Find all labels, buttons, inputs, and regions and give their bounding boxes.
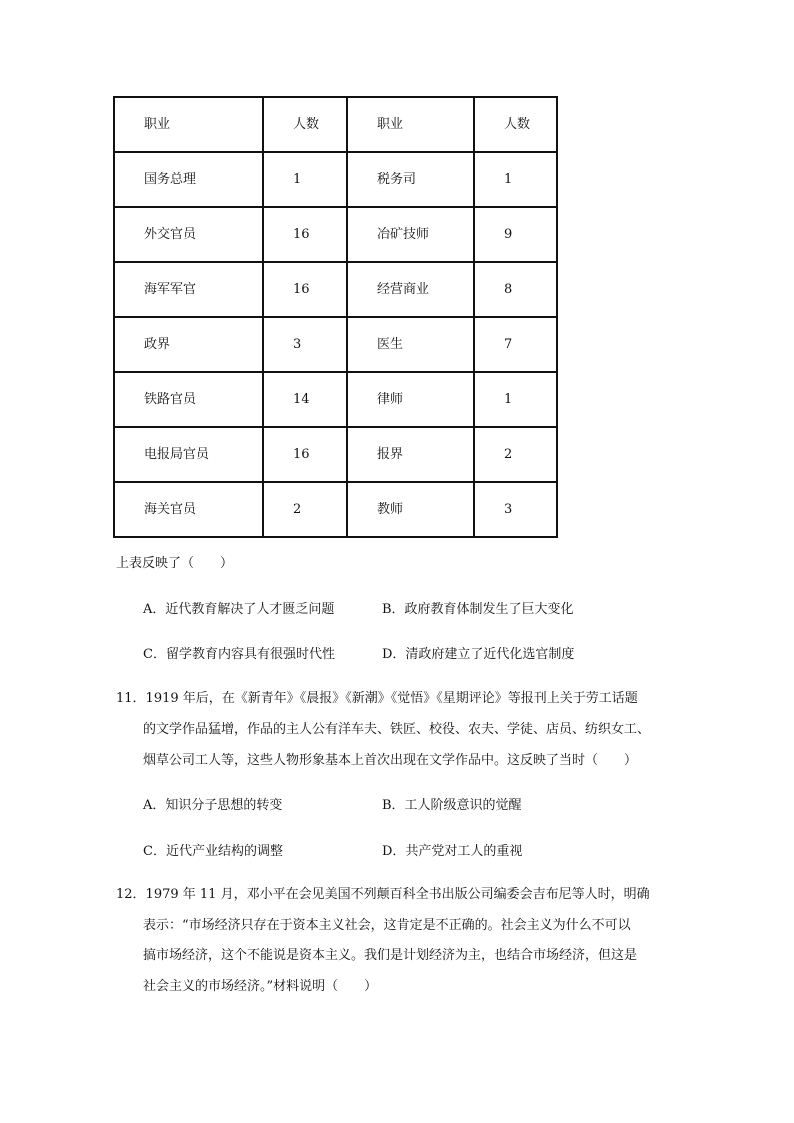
q11-option-b: B．工人阶级意识的觉醒 [382, 798, 522, 813]
q10-option-a: A．近代教育解决了人才匮乏问题 [143, 602, 335, 617]
q10-option-b: B．政府教育体制发生了巨大变化 [382, 602, 574, 617]
header-cell: 职业 [114, 97, 263, 152]
table-cell: 海关官员 [114, 482, 263, 537]
q11-line-2: 的文学作品猛增，作品的主人公有洋车夫、铁匠、校役、农夫、学徒、店员、纺织女工、 [143, 722, 651, 737]
table-row [114, 207, 557, 262]
table-cell: 8 [474, 262, 557, 317]
table-cell: 7 [474, 317, 557, 372]
q10-option-c: C．留学教育内容具有很强时代性 [143, 647, 335, 662]
table-row [114, 482, 557, 537]
table-row [114, 317, 557, 372]
table-cell: 报界 [347, 427, 474, 482]
q10-stem: 上表反映了（ ） [116, 556, 234, 571]
table-row [114, 262, 557, 317]
table-cell: 2 [474, 427, 557, 482]
table-header-row [114, 97, 557, 152]
table-cell: 1 [474, 152, 557, 207]
table-cell: 16 [263, 262, 347, 317]
table-cell: 16 [263, 427, 347, 482]
table-cell: 医生 [347, 317, 474, 372]
table-cell: 海军军官 [114, 262, 263, 317]
occupation-table [113, 96, 558, 538]
q12-line-4: 社会主义的市场经济。”材料说明（ ） [143, 979, 378, 994]
header-cell: 职业 [347, 97, 474, 152]
table-cell: 税务司 [347, 152, 474, 207]
header-cell: 人数 [263, 97, 347, 152]
q12-line-3: 搞市场经济，这个不能说是资本主义。我们是计划经济为主，也结合市场经济，但这是 [143, 948, 638, 963]
table-row [114, 372, 557, 427]
header-cell: 人数 [474, 97, 557, 152]
table-cell: 外交官员 [114, 207, 263, 262]
q12-line-1: 12．1979 年 11 月，邓小平在会见美国不列颠百科全书出版公司编委会吉布尼等人时，明确 [116, 887, 650, 902]
q11-option-a: A．知识分子思想的转变 [143, 798, 283, 813]
table-cell: 电报局官员 [114, 427, 263, 482]
table-cell: 9 [474, 207, 557, 262]
table-cell: 铁路官员 [114, 372, 263, 427]
table-row [114, 427, 557, 482]
table-cell: 16 [263, 207, 347, 262]
table-cell: 教师 [347, 482, 474, 537]
table-cell: 政界 [114, 317, 263, 372]
q11-line-3: 烟草公司工人等，这些人物形象基本上首次出现在文学作品中。这反映了当时（ ） [143, 753, 638, 768]
q10-option-d: D．清政府建立了近代化选官制度 [382, 647, 575, 662]
q11-option-d: D．共产党对工人的重视 [382, 844, 523, 859]
table-cell: 3 [474, 482, 557, 537]
table-cell: 经营商业 [347, 262, 474, 317]
table-row [114, 152, 557, 207]
q11-line-1: 11．1919 年后，在《新青年》《晨报》《新潮》《觉悟》《星期评论》等报刊上关于劳工话题 [116, 691, 638, 706]
table-cell: 律师 [347, 372, 474, 427]
table-cell: 3 [263, 317, 347, 372]
q12-line-2: 表示：“市场经济只存在于资本主义社会，这肯定是不正确的。社会主义为什么不可以 [143, 918, 631, 933]
table-cell: 国务总理 [114, 152, 263, 207]
table-cell: 2 [263, 482, 347, 537]
table-cell: 1 [263, 152, 347, 207]
q11-option-c: C．近代产业结构的调整 [143, 844, 283, 859]
table-cell: 14 [263, 372, 347, 427]
table-cell: 1 [474, 372, 557, 427]
table-cell: 冶矿技师 [347, 207, 474, 262]
